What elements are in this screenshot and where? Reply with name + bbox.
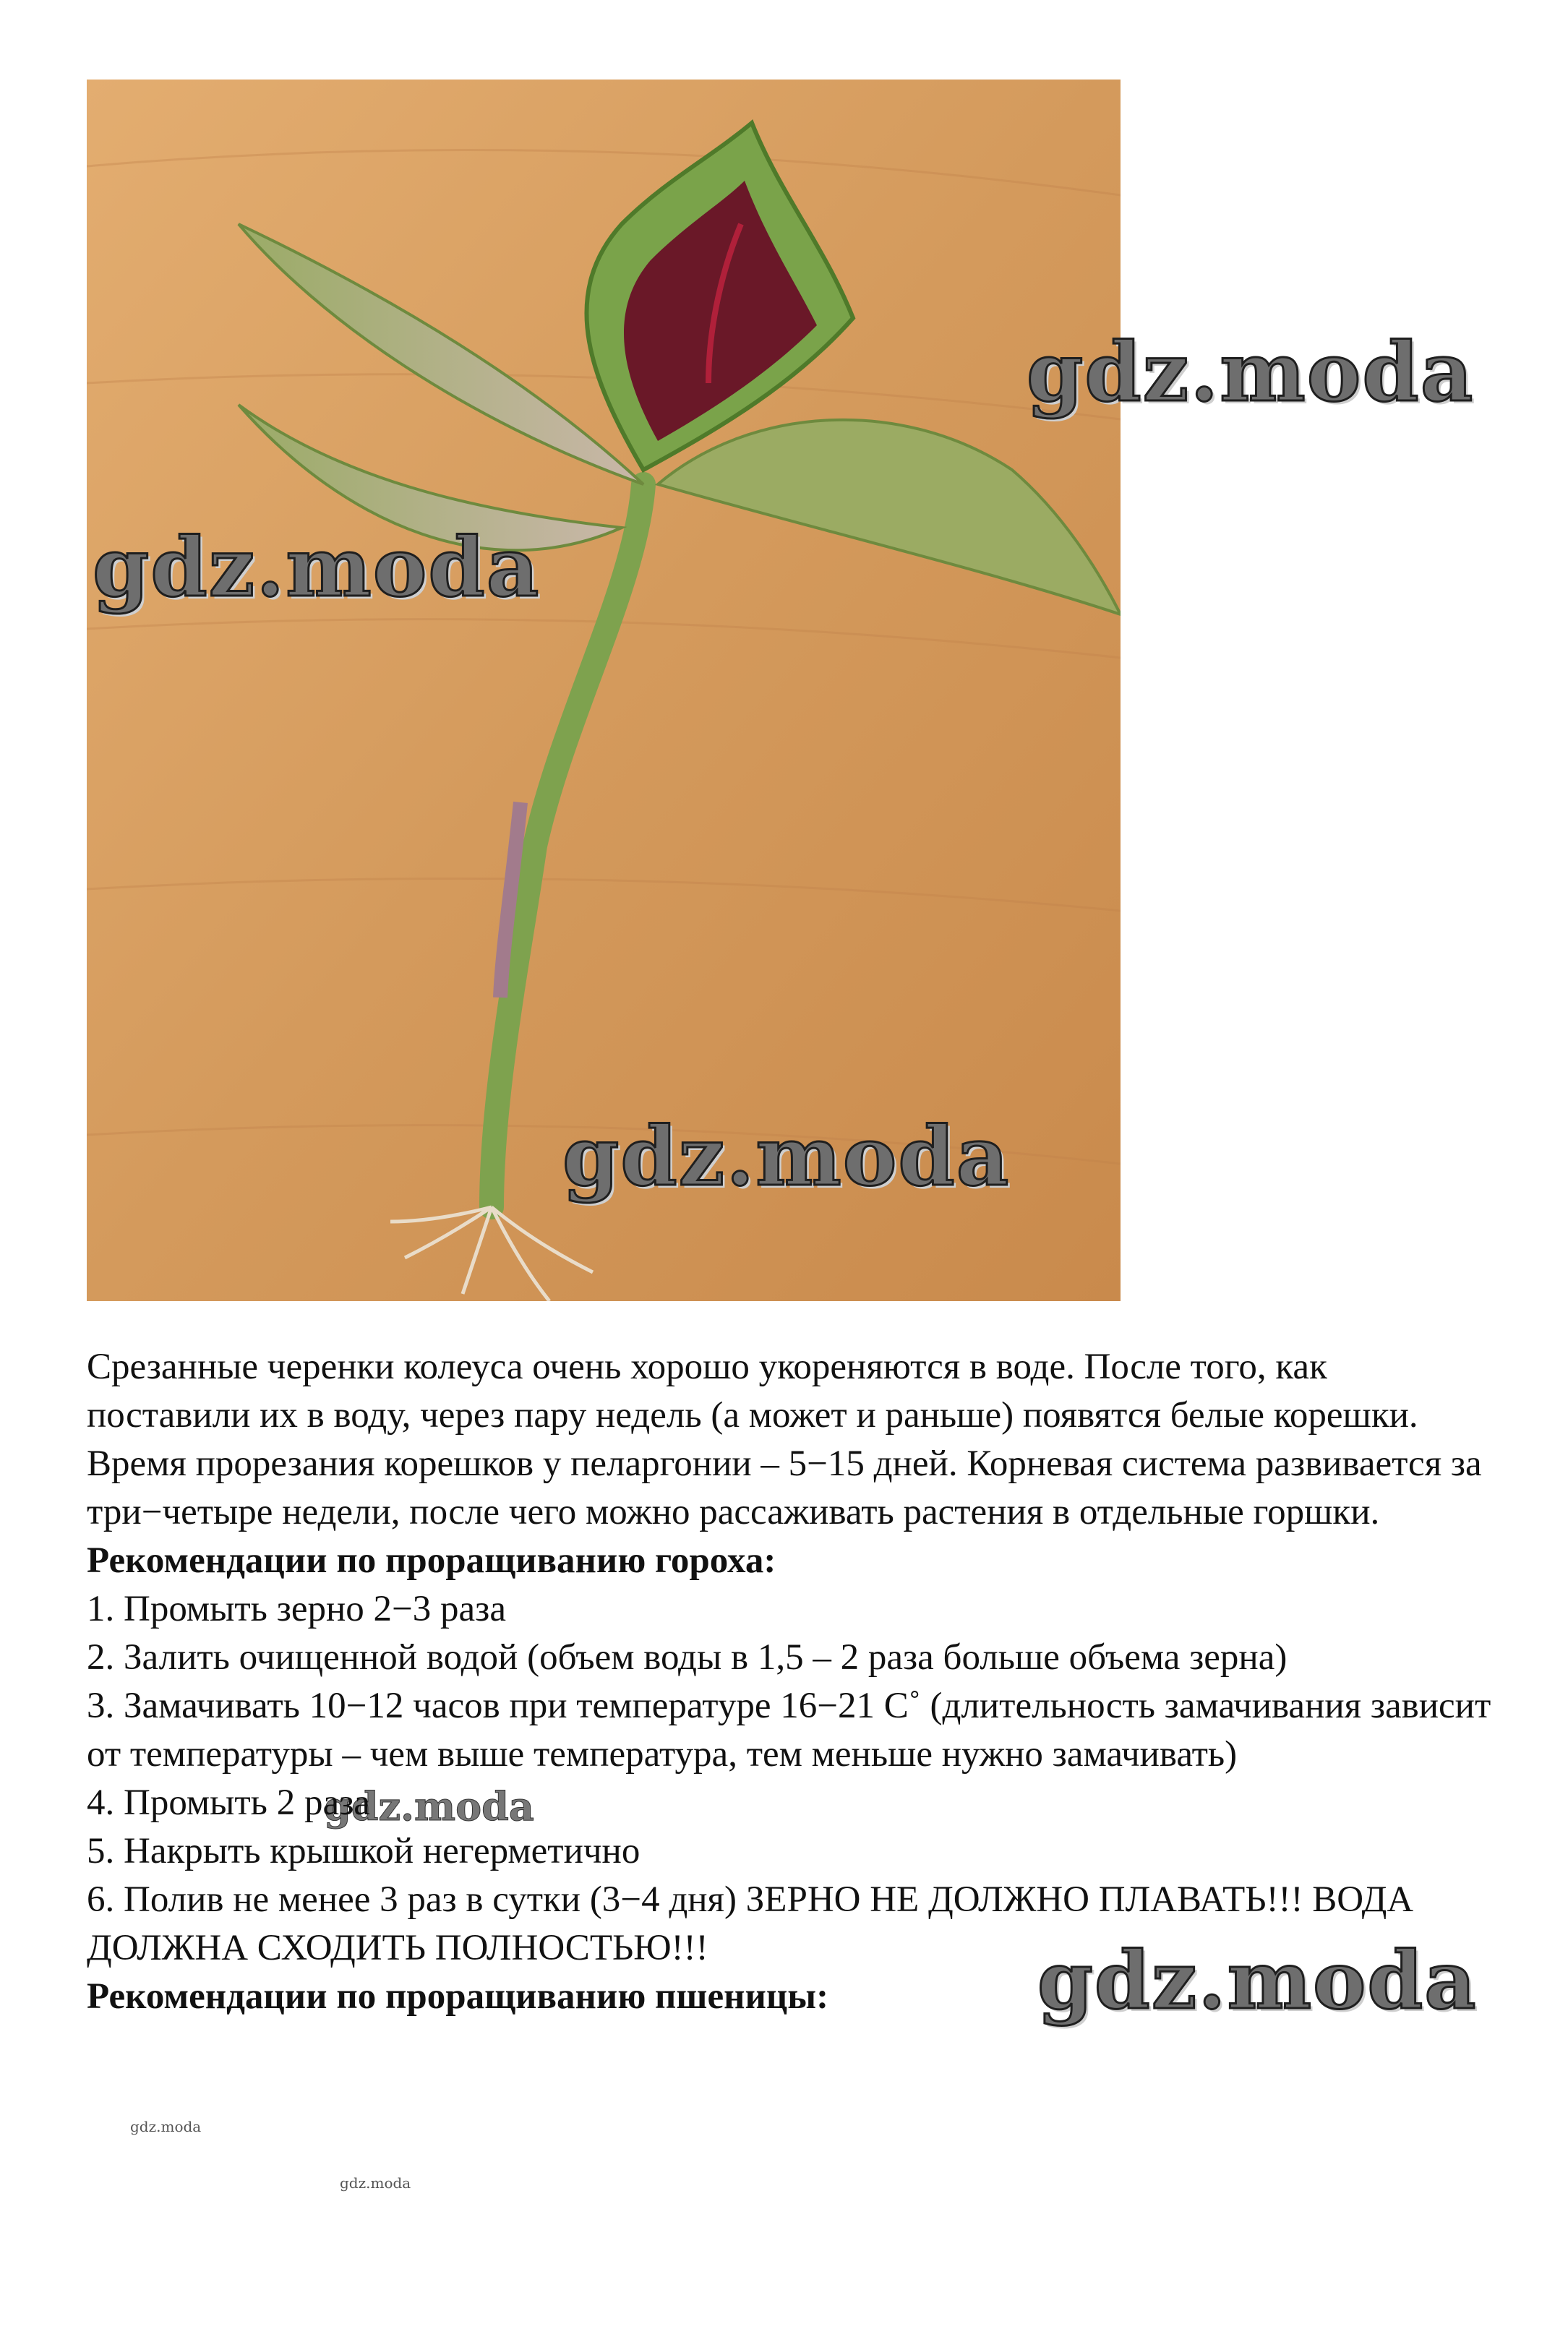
pea-step-6: 6. Полив не менее 3 раз в сутки (3−4 дня) ЗЕРНО НЕ ДОЛЖНО ПЛАВАТЬ!!! ВОДА ДОЛЖНА СХОДИТЬ ПОЛНОСТЬЮ!!! — [87, 1879, 1414, 1968]
watermark-3: gdz.moda — [562, 1110, 1011, 1204]
paragraph-coleus: Срезанные черенки колеуса очень хорошо укореняются в воде. После того, как поставили их в воду, через пару недель (а может и раньше) появятся белые корешки. — [87, 1347, 1418, 1436]
pea-step-3: 3. Замачивать 10−12 часов при температуре 16−21 С˚ (длительность замачивания зависит от температуры – чем выше температура, тем меньше нужно замачивать) — [87, 1686, 1491, 1775]
pea-step-1: 1. Промыть зерно 2−3 раза — [87, 1589, 506, 1629]
paragraph-pelargonium: Время прорезания корешков у пеларгонии – 5−15 дней. Корневая система развивается за три−четыре недели, после чего можно рассаживать растения в отдельные горшки. — [87, 1444, 1482, 1532]
watermark-6: gdz.moda — [130, 2118, 202, 2135]
pea-step-2: 2. Залить очищенной водой (объем воды в 1,5 – 2 раза больше объема зерна) — [87, 1637, 1288, 1678]
watermark-1: gdz.moda — [1027, 325, 1475, 420]
document-text — [87, 1343, 1496, 2027]
watermark-7: gdz.moda — [340, 2174, 411, 2192]
pea-step-4: 4. Промыть 2 раза — [87, 1783, 370, 1823]
watermark-2: gdz.moda — [93, 520, 541, 615]
watermark-5: gdz.moda — [1037, 1934, 1478, 2027]
wheat-heading: Рекомендации по проращиванию пшеницы: — [87, 1976, 829, 2017]
watermark-4: gdz.moda — [324, 1783, 534, 1830]
pea-step-5: 5. Накрыть крышкой негерметично — [87, 1831, 641, 1871]
pea-heading: Рекомендации по проращиванию гороха: — [87, 1540, 776, 1581]
